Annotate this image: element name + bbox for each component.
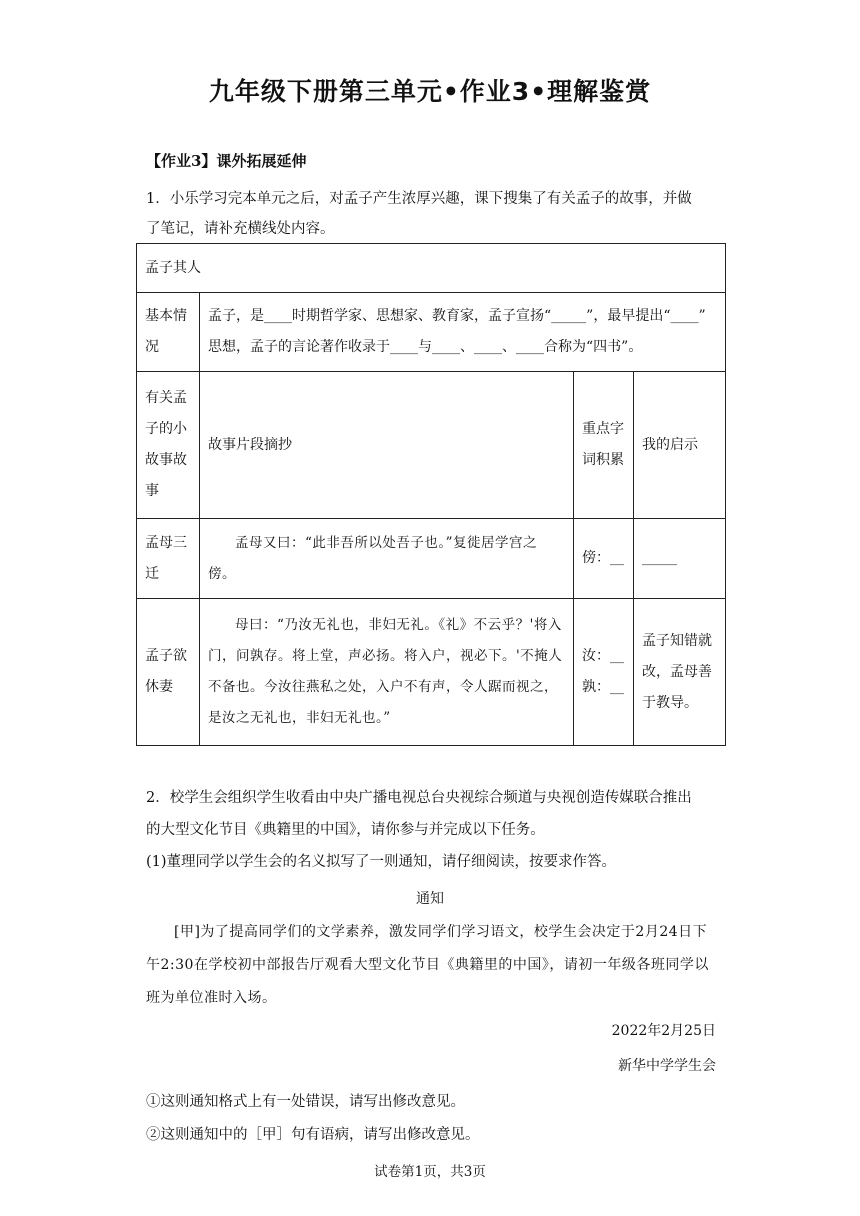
table-header: 孟子其人 <box>137 244 726 293</box>
story-excerpt <box>200 599 574 746</box>
story-insight: _____ <box>634 519 726 599</box>
notice-date: 2022年2月25日 <box>611 1023 716 1039</box>
story-word-2: 孰：__ <box>582 679 624 695</box>
question-2-line1: 2．校学生会组织学生收看由中央广播电视总台央视综合频道与央视创造传媒联合推出 <box>146 790 692 806</box>
task-2: ②这则通知中的［甲］句有语病，请写出修改意见。 <box>146 1127 480 1143</box>
task-list <box>146 1086 728 1152</box>
story-insight: 孟子知错就改，孟母善于教导。 <box>634 599 726 746</box>
question-2 <box>146 782 728 878</box>
question-2-line2: 的大型文化节目《典籍里的中国》，请你参与并完成以下任务。 <box>146 822 545 838</box>
story-name: 孟子欲休妻 <box>137 599 200 746</box>
question-1-line2: 了笔记，请补充横线处内容。 <box>146 221 335 237</box>
task-1: ①这则通知格式上有一处错误，请写出修改意见。 <box>146 1094 465 1110</box>
question-1-line1: 1．小乐学习完本单元之后，对孟子产生浓厚兴趣，课下搜集了有关孟子的故事，并做 <box>146 191 692 207</box>
story-excerpt-text: 孟母又曰：“此非吾所以处吾子也。”复徙居学宫之傍。 <box>208 534 538 582</box>
basic-info-content <box>200 293 726 372</box>
basic-info-line2: 思想，孟子的言论著作收录于____与____、____、____合称为“四书”。 <box>208 339 643 355</box>
column-excerpt: 故事片段摘抄 <box>200 372 574 519</box>
question-1 <box>146 184 728 244</box>
story-excerpt <box>200 519 574 599</box>
mencius-table <box>136 243 726 746</box>
story-word-1: 汝：__ <box>582 648 624 664</box>
story-excerpt-text: 母曰：“乃汝无礼也，非妇无礼。《礼》不云乎？'将入门，问孰存。将上堂，声必扬。将入户，视必下。'不掩人不备也。今汝往燕私之处，入户不有声，令人踞而视之，是汝之无礼也，非妇无礼也。” <box>208 617 563 726</box>
notice-body: [甲]为了提高同学们的文学素养，激发同学们学习语文，校学生会决定于2月24日下午2:30在学校初中部报告厅观看大型文化节目《典籍里的中国》，请初一年级各班同学以班为单位准时入场。 <box>146 924 709 1006</box>
basic-info-line1: 孟子，是____时期哲学家、思想家、教育家，孟子宣扬“_____”，最早提出“____” <box>208 308 706 324</box>
column-words: 重点字词积累 <box>574 372 634 519</box>
page-title: 九年级下册第三单元•作业3•理解鉴赏 <box>208 77 652 106</box>
section-heading: 【作业3】课外拓展延伸 <box>146 152 307 170</box>
story-words <box>574 599 634 746</box>
notice-title: 通知 <box>416 891 444 907</box>
question-2-sub1: (1)董理同学以学生会的名义拟写了一则通知，请仔细阅读，按要求作答。 <box>146 854 617 870</box>
stories-label: 有关孟子的小故事故事 <box>137 372 200 519</box>
page-footer: 试卷第1页，共3页 <box>374 1164 486 1180</box>
notice-signer: 新华中学学生会 <box>618 1058 716 1074</box>
column-insight: 我的启示 <box>634 372 726 519</box>
story-words: 傍：__ <box>574 519 634 599</box>
basic-info-label: 基本情况 <box>137 293 200 372</box>
story-name: 孟母三迁 <box>137 519 200 599</box>
